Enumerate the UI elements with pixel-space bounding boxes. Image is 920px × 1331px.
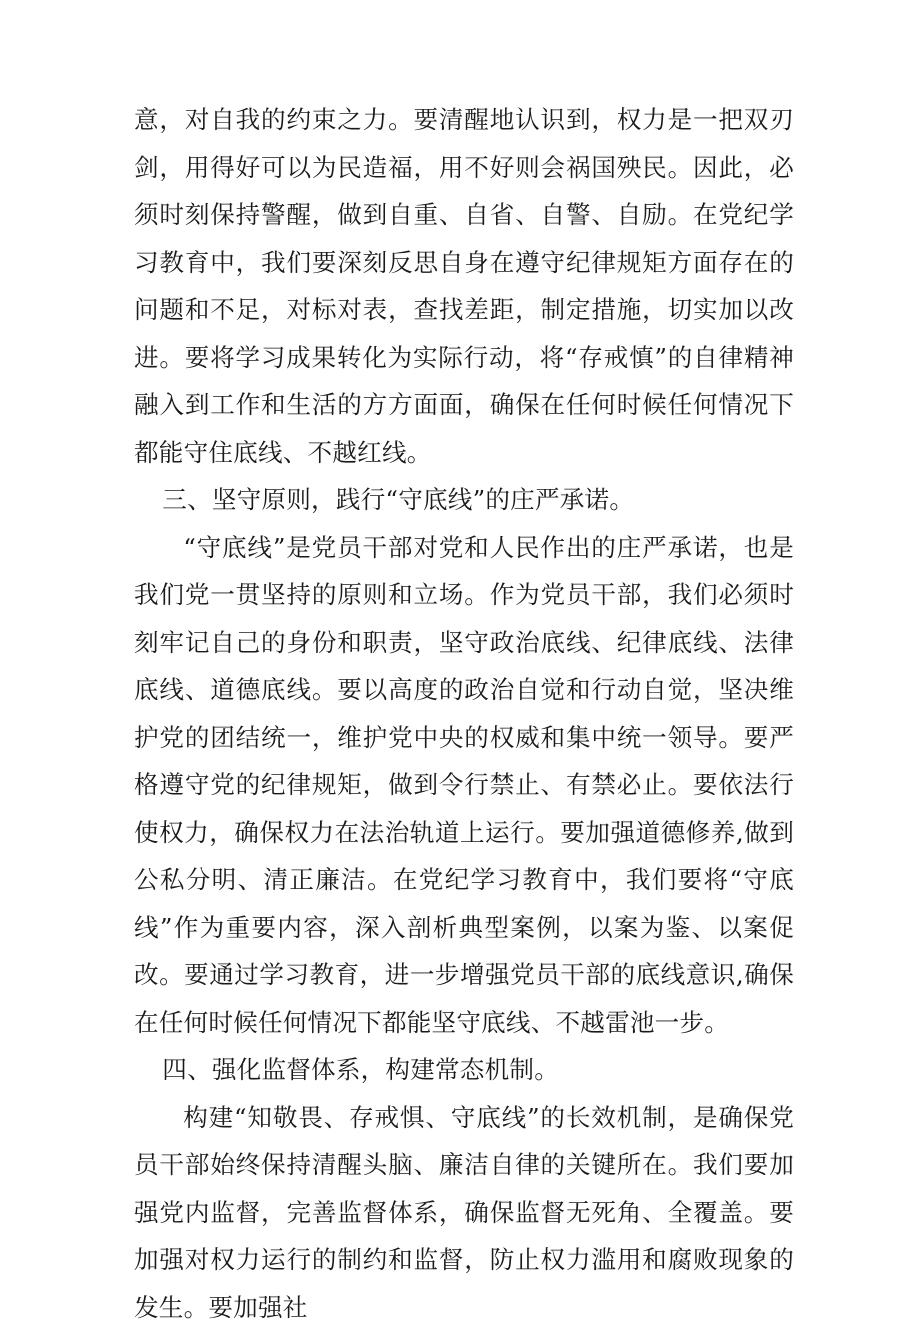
paragraph-supervision-system: 构建“知敬畏、存戒惧、守底线”的长效机制，是确保党员干部始终保持清醒头脑、廉洁自律的关键所在。我们要加强党内监督，完善监督体系，确保监督无死角、全覆盖。要加强对权力运行的制约和监督，防止权力滥用和腐败现象的发生。要加强社 xyxy=(134,1094,794,1331)
section-heading-three: 三、坚守原则，践行“守底线”的庄严承诺。 xyxy=(134,476,794,524)
paragraph-continuation: 意，对自我的约束之力。要清醒地认识到，权力是一把双刃剑，用得好可以为民造福，用不好则会祸国殃民。因此，必须时刻保持警醒，做到自重、自省、自警、自励。在党纪学习教育中，我们要深刻反思自身在遵守纪律规矩方面存在的问题和不足，对标对表，查找差距，制定措施，切实加以改进。要将学习成果转化为实际行动，将“存戒慎”的自律精神融入到工作和生活的方方面面，确保在任何时候任何情况下都能守住底线、不越红线。 xyxy=(134,96,794,476)
document-page xyxy=(134,96,794,1331)
paragraph-hold-bottom-line: “守底线”是党员干部对党和人民作出的庄严承诺，也是我们党一贯坚持的原则和立场。作为党员干部，我们必须时刻牢记自己的身份和职责，坚守政治底线、纪律底线、法律底线、道德底线。要以高度的政治自觉和行动自觉，坚决维护党的团结统一，维护党中央的权威和集中统一领导。要严格遵守党的纪律规矩，做到令行禁止、有禁必止。要依法行使权力，确保权力在法治轨道上运行。要加强道德修养,做到公私分明、清正廉洁。在党纪学习教育中，我们要将“守底线”作为重要内容，深入剖析典型案例，以案为鉴、以案促改。要通过学习教育，进一步增强党员干部的底线意识,确保在任何时候任何情况下都能坚守底线、不越雷池一步。 xyxy=(134,524,794,1047)
section-heading-four: 四、强化监督体系，构建常态机制。 xyxy=(134,1046,794,1094)
